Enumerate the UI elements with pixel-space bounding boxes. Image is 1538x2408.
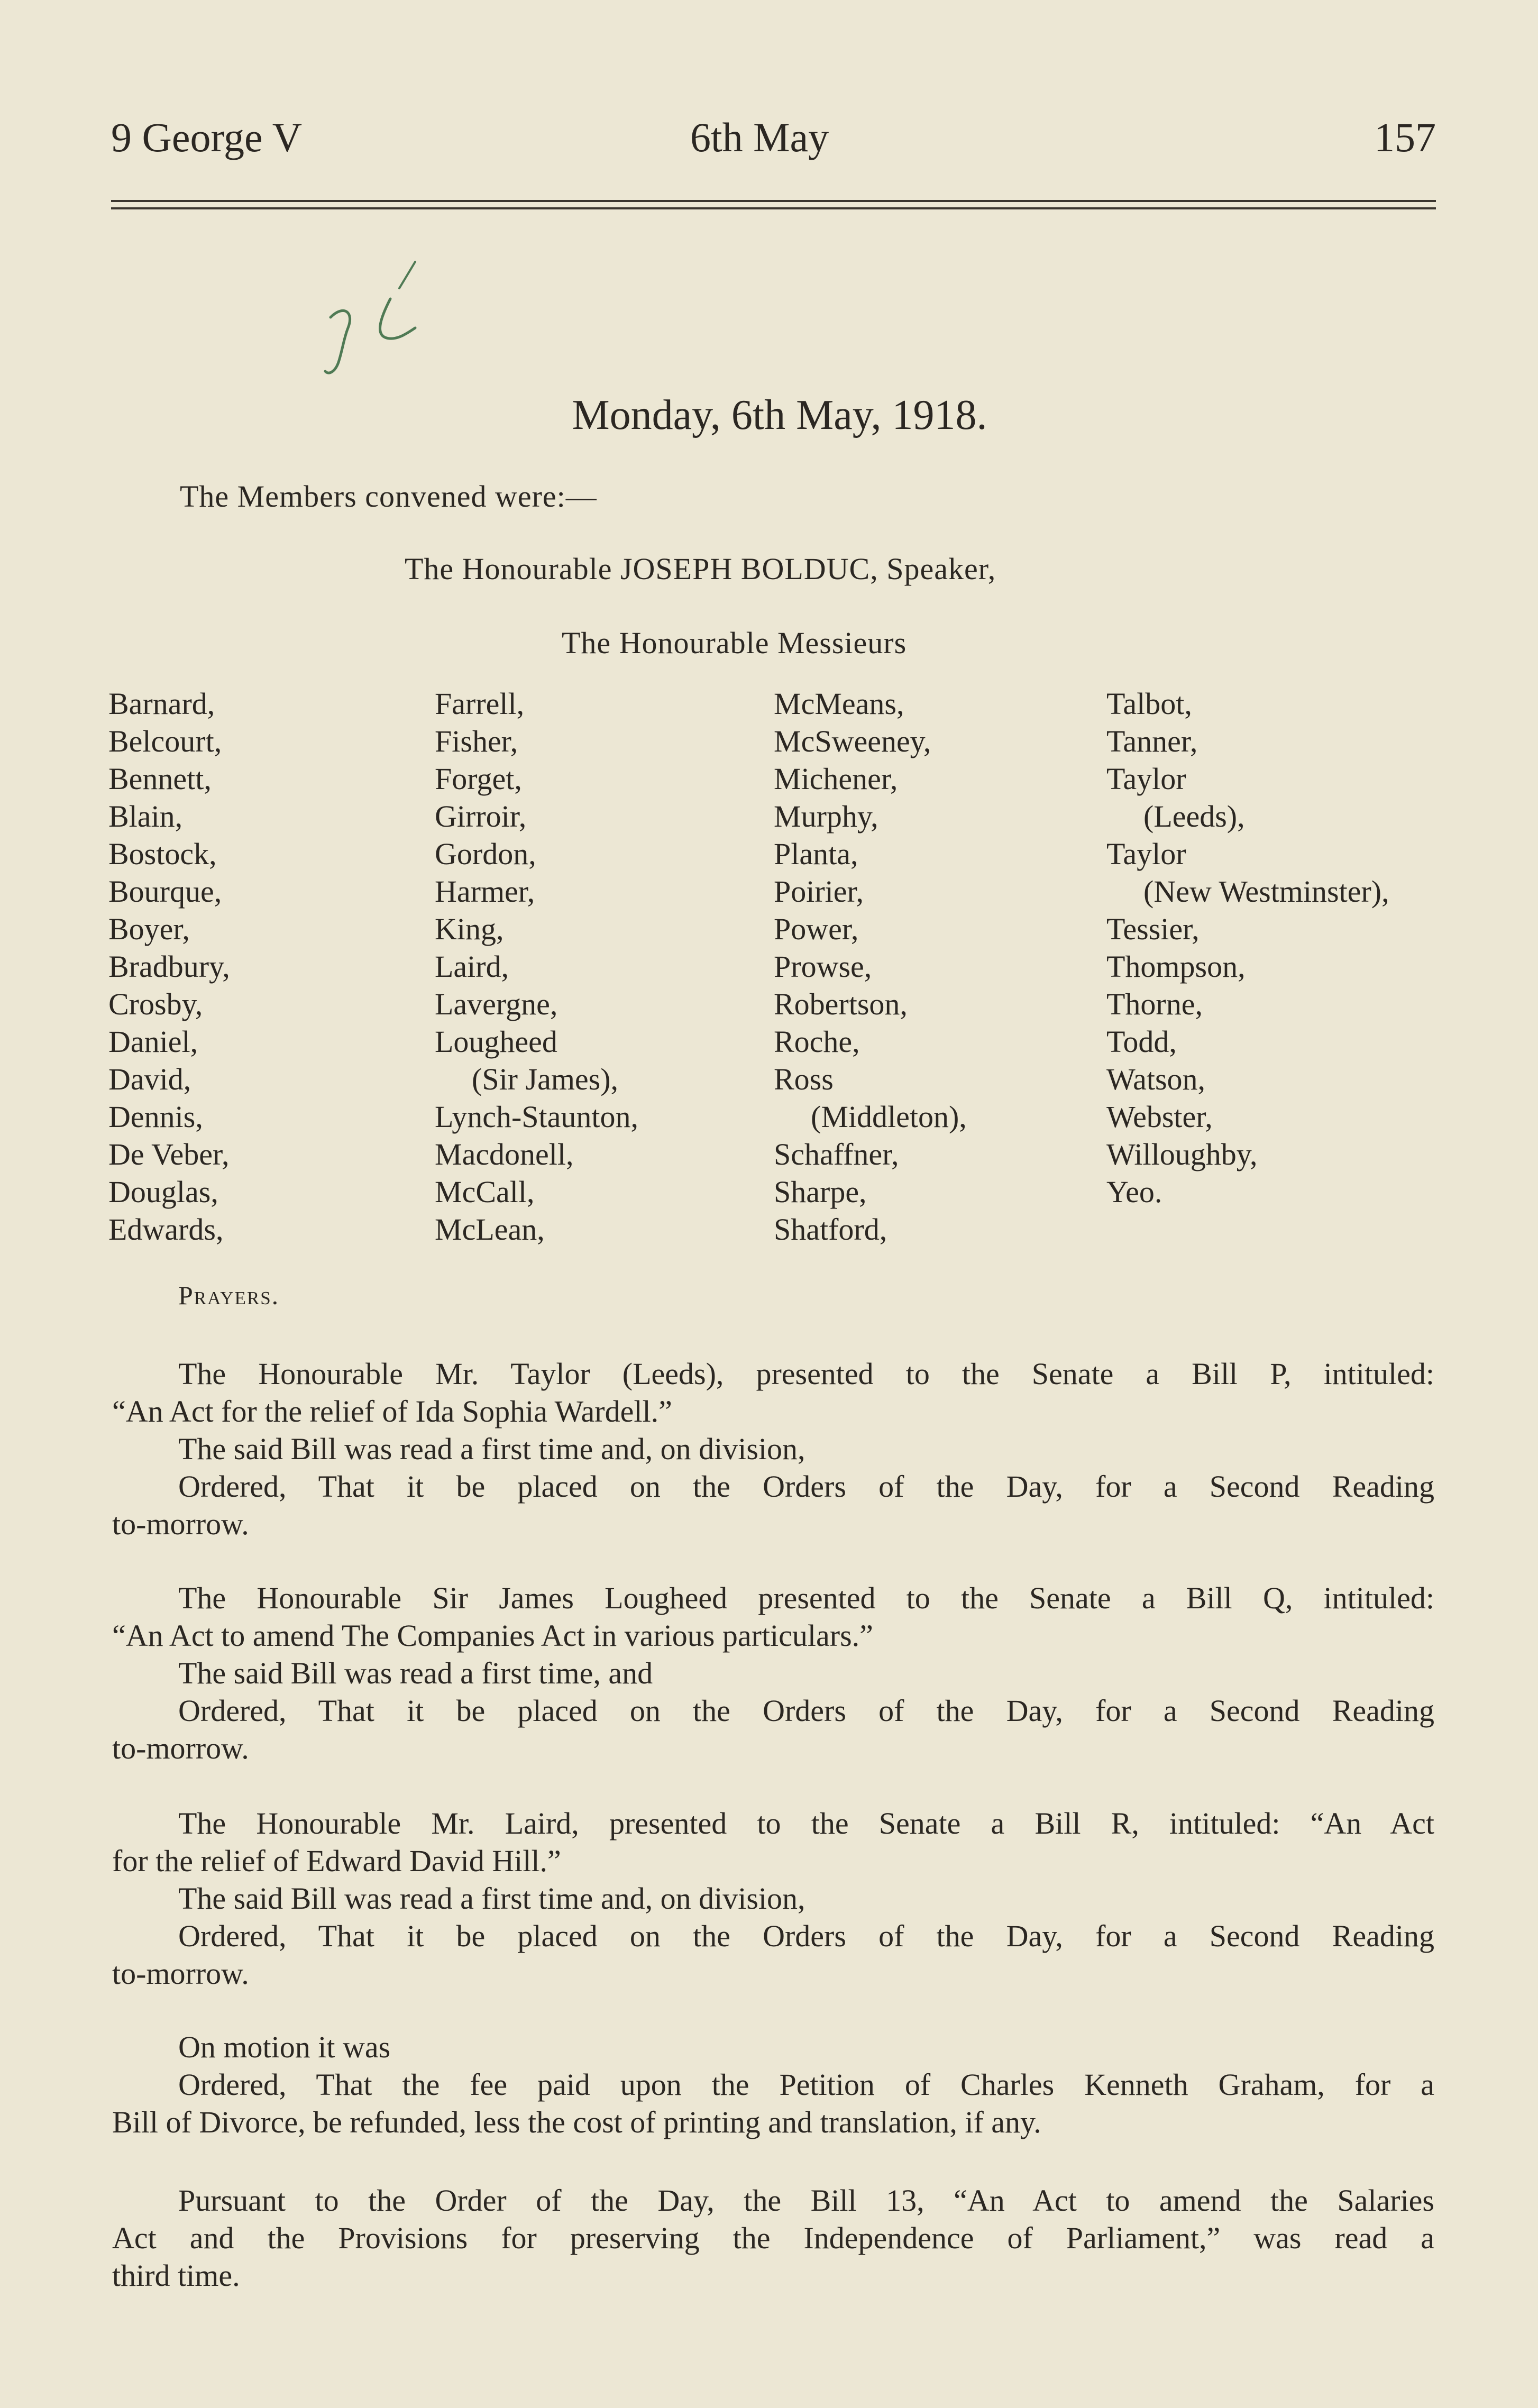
member-name: De Veber,: [108, 1137, 230, 1171]
member-name: Roche,: [774, 1024, 860, 1059]
header-rule-bottom: [111, 207, 1436, 209]
members-column-2: [435, 685, 638, 1248]
member-name: Edwards,: [108, 1212, 224, 1247]
member-name: Sharpe,: [774, 1175, 867, 1209]
regnal-year: 9 George V: [111, 114, 303, 160]
text-line: Ordered, That the fee paid upon the Petition of Charles Kenneth Graham, for a: [178, 2067, 1434, 2102]
member-name: McMeans,: [774, 686, 904, 721]
text-line: to-morrow.: [112, 1956, 249, 1991]
proceeding-bill-q: [112, 1579, 1434, 1767]
page-number: 157: [1374, 114, 1436, 160]
member-name: McLean,: [435, 1212, 545, 1247]
text-line: The said Bill was read a first time, and: [178, 1656, 653, 1690]
text-line: The said Bill was read a first time and, on division,: [178, 1881, 805, 1916]
text-line: Pursuant to the Order of the Day, the Bill 13, “An Act to amend the Salaries: [178, 2183, 1434, 2218]
member-name: Todd,: [1106, 1024, 1177, 1059]
member-name: Crosby,: [108, 987, 203, 1021]
member-name: Taylor: [1106, 837, 1186, 871]
member-name: Farrell,: [435, 686, 525, 721]
member-name: Laird,: [435, 949, 509, 984]
member-name: Taylor: [1106, 762, 1186, 796]
member-name: Macdonell,: [435, 1137, 574, 1171]
text-line: Bill of Divorce, be refunded, less the cost of printing and translation, if any.: [112, 2105, 1041, 2139]
member-name: Bourque,: [108, 874, 222, 909]
member-name: Bradbury,: [108, 949, 230, 984]
text-line: “An Act for the relief of Ida Sophia Wardell.”: [112, 1394, 672, 1429]
text-line: The said Bill was read a first time and, on division,: [178, 1432, 805, 1466]
member-name: Blain,: [108, 799, 183, 834]
member-name: Michener,: [774, 762, 898, 796]
member-name-continuation: (Middleton),: [811, 1100, 967, 1134]
members-column-4: [1106, 685, 1389, 1211]
text-line: “An Act to amend The Companies Act in various particulars.”: [112, 1618, 873, 1653]
proceeding-bill-p: [112, 1355, 1434, 1543]
member-name: Bostock,: [108, 837, 217, 871]
member-name: Webster,: [1106, 1100, 1213, 1134]
members-list: [108, 685, 1441, 1246]
member-name: Douglas,: [108, 1175, 218, 1209]
header-rule-top: [111, 200, 1436, 202]
member-name: Dennis,: [108, 1100, 203, 1134]
text-line: Ordered, That it be placed on the Orders of the Day, for a Second Reading: [178, 1469, 1434, 1504]
member-name: Schaffner,: [774, 1137, 899, 1171]
text-line: The Honourable Sir James Lougheed presented to the Senate a Bill Q, intituled:: [178, 1581, 1434, 1615]
member-name: Forget,: [435, 762, 522, 796]
text-line: On motion it was: [178, 2030, 391, 2064]
member-name: Thorne,: [1106, 987, 1203, 1021]
member-name: Prowse,: [774, 949, 872, 984]
member-name: Watson,: [1106, 1062, 1206, 1096]
text-line: Ordered, That it be placed on the Orders of the Day, for a Second Reading: [178, 1693, 1434, 1728]
sitting-date-heading: Monday, 6th May, 1918.: [572, 392, 987, 438]
member-name: Yeo.: [1106, 1175, 1162, 1209]
member-name: Talbot,: [1106, 686, 1192, 721]
members-column-3: [774, 685, 967, 1248]
member-name: Thompson,: [1106, 949, 1246, 984]
member-name: Tanner,: [1106, 724, 1198, 758]
member-name: Shatford,: [774, 1212, 887, 1247]
member-name: Willoughby,: [1106, 1137, 1258, 1171]
member-name: Planta,: [774, 837, 858, 871]
member-name-continuation: (New Westminster),: [1143, 874, 1389, 909]
member-name: Power,: [774, 912, 859, 946]
proceeding-bill-13: [112, 2182, 1434, 2294]
prayers-heading: Prayers.: [178, 1280, 280, 1310]
speaker-line: The Honourable JOSEPH BOLDUC, Speaker,: [405, 552, 996, 586]
member-name: Bennett,: [108, 762, 212, 796]
member-name: Daniel,: [108, 1024, 198, 1059]
proceeding-divorce-fee: [112, 2028, 1434, 2141]
member-name: Gordon,: [435, 837, 536, 871]
text-line: The Honourable Mr. Laird, presented to the Senate a Bill R, intituled: “An Act: [178, 1806, 1434, 1841]
member-name: Robertson,: [774, 987, 908, 1021]
proceeding-bill-r: [112, 1805, 1434, 1992]
handwritten-annotation: [323, 249, 444, 397]
member-name: Murphy,: [774, 799, 878, 834]
member-name: Tessier,: [1106, 912, 1200, 946]
text-line: to-morrow.: [112, 1731, 249, 1765]
header-date: 6th May: [690, 114, 829, 160]
member-name: Lavergne,: [435, 987, 558, 1021]
text-line: to-morrow.: [112, 1507, 249, 1541]
member-name: Girroir,: [435, 799, 527, 834]
member-name-continuation: (Leeds),: [1143, 799, 1245, 834]
members-convened-line: The Members convened were:—: [180, 479, 597, 514]
member-name: McSweeney,: [774, 724, 931, 758]
member-name: Barnard,: [108, 686, 215, 721]
text-line: third time.: [112, 2258, 240, 2293]
running-head: [111, 114, 1436, 161]
text-line: for the relief of Edward David Hill.”: [112, 1844, 561, 1878]
member-name: Ross: [774, 1062, 834, 1096]
member-name: Poirier,: [774, 874, 864, 909]
text-line: The Honourable Mr. Taylor (Leeds), presented to the Senate a Bill P, intituled:: [178, 1357, 1434, 1391]
members-column-1: [108, 685, 230, 1248]
member-name: Lougheed: [435, 1024, 557, 1059]
member-name: Harmer,: [435, 874, 535, 909]
text-line: Act and the Provisions for preserving the Independence of Parliament,” was read a: [112, 2221, 1434, 2255]
member-name: King,: [435, 912, 504, 946]
text-line: Ordered, That it be placed on the Orders of the Day, for a Second Reading: [178, 1919, 1434, 1953]
member-name: David,: [108, 1062, 191, 1096]
member-name: Boyer,: [108, 912, 190, 946]
member-name: Lynch-Staunton,: [435, 1100, 639, 1134]
member-name-continuation: (Sir James),: [472, 1062, 619, 1096]
messieurs-line: The Honourable Messieurs: [562, 626, 907, 660]
member-name: Fisher,: [435, 724, 518, 758]
member-name: Belcourt,: [108, 724, 222, 758]
member-name: McCall,: [435, 1175, 535, 1209]
